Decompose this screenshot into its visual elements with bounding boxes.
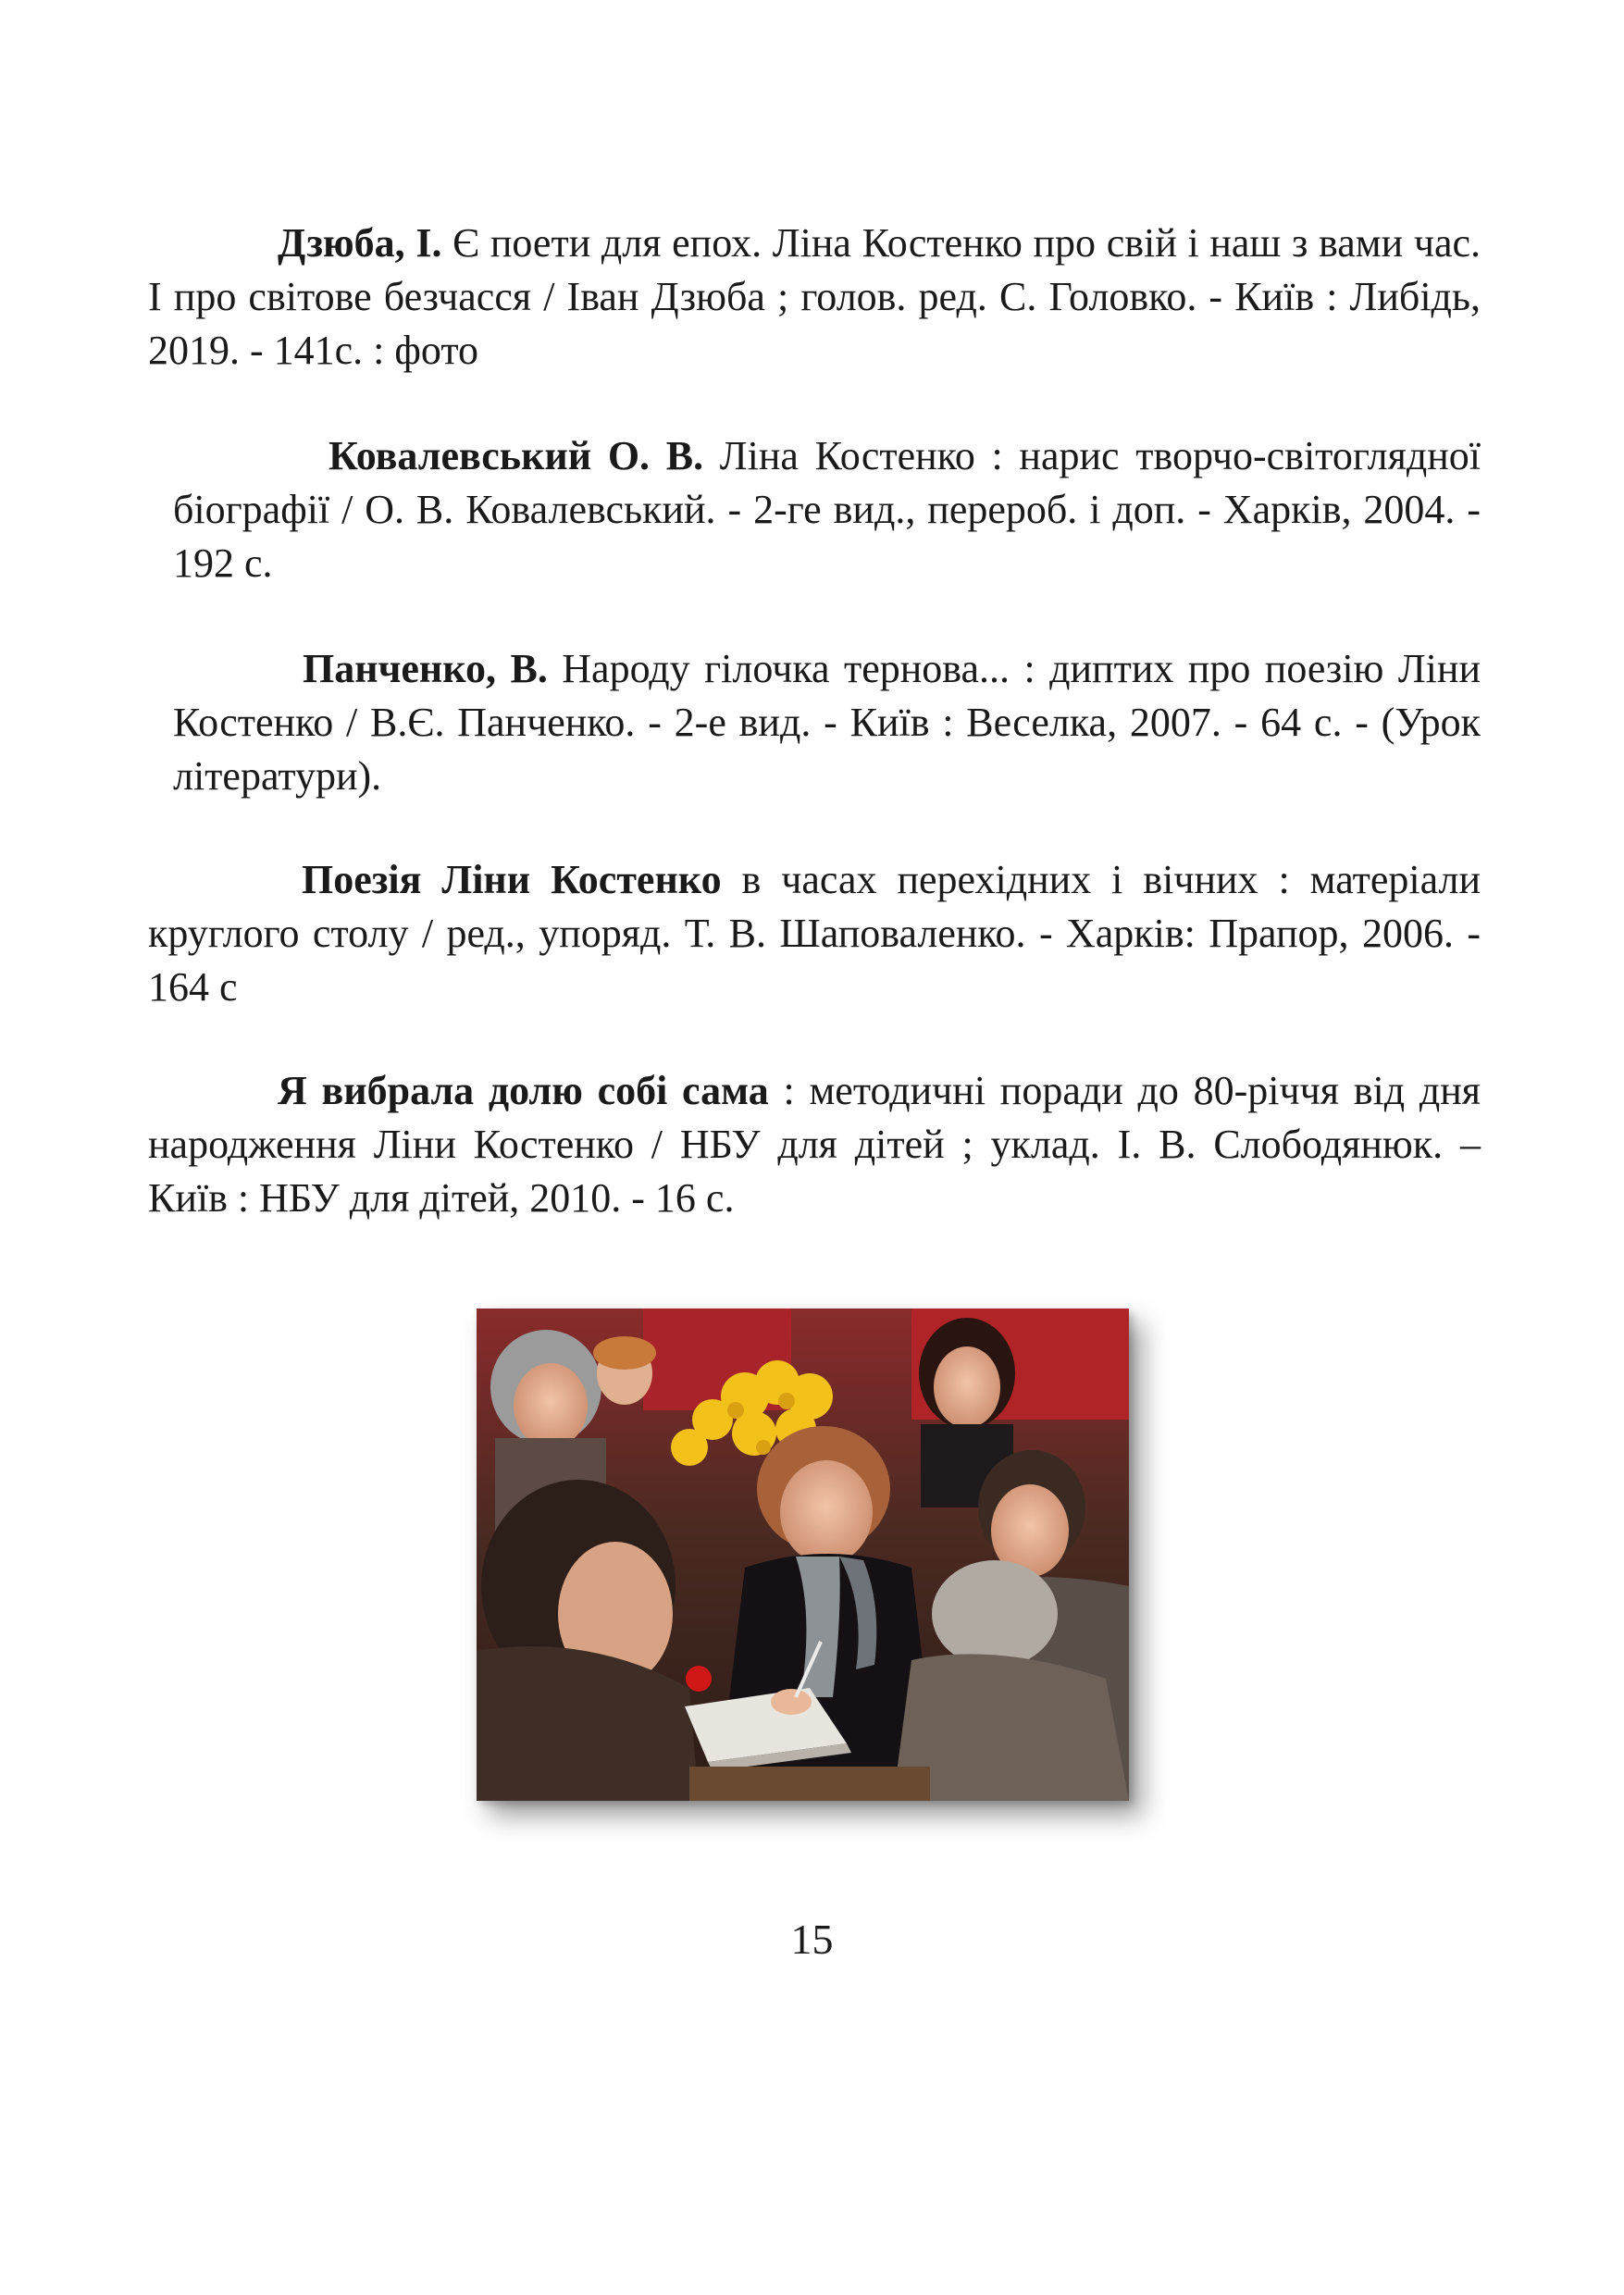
event-photo <box>477 1309 1129 1801</box>
entry-text: Є поети для епох. Ліна Костенко про свій і наш з вами час. І про світове безчасся / Іван Дзюба ; голов. ред. С. Головко. - Київ : Либідь, 2019. - 141с. : фото <box>148 220 1481 373</box>
entry-text: Народу гілочка тернова... : диптих про поезію Ліни Костенко / В.Є. Панченко. - 2-е вид. - Київ : Веселка, 2007. - 64 с. - (Урок літератури). <box>173 646 1481 799</box>
bibliography-entry <box>148 1064 1481 1225</box>
bibliography-entry <box>148 217 1481 378</box>
entry-text: Ліна Костенко : нарис творчо-світоглядної біографії / О. В. Ковалевський. - 2-ге вид., перероб. і доп. - Харків, 2004. - 192 с. <box>173 433 1481 586</box>
photo-people-signing-book-icon <box>477 1309 1129 1801</box>
entry-author: Ковалевський О. В. <box>329 433 704 478</box>
entry-author: Поезія Ліни Костенко <box>302 857 722 902</box>
entry-text: в часах перехідних і вічних : матеріали круглого столу / ред., упоряд. Т. В. Шаповаленко. - Харків: Прапор, 2006. - 164 с <box>148 857 1481 1010</box>
bibliography-entry <box>148 853 1481 1014</box>
entry-author: Дзюба, І. <box>278 220 442 266</box>
bibliography-entry <box>173 642 1481 803</box>
entry-author: Панченко, В. <box>303 646 548 691</box>
bibliography-entry <box>173 429 1481 590</box>
entry-author: Я вибрала долю собі сама <box>278 1068 769 1113</box>
entry-text: : методичні поради до 80-річчя від дня народження Ліни Костенко / НБУ для дітей ; уклад. І. В. Слободянюк. – Київ : НБУ для дітей, 2010. - 16 с. <box>148 1068 1481 1221</box>
page-number: 15 <box>790 1916 834 1963</box>
